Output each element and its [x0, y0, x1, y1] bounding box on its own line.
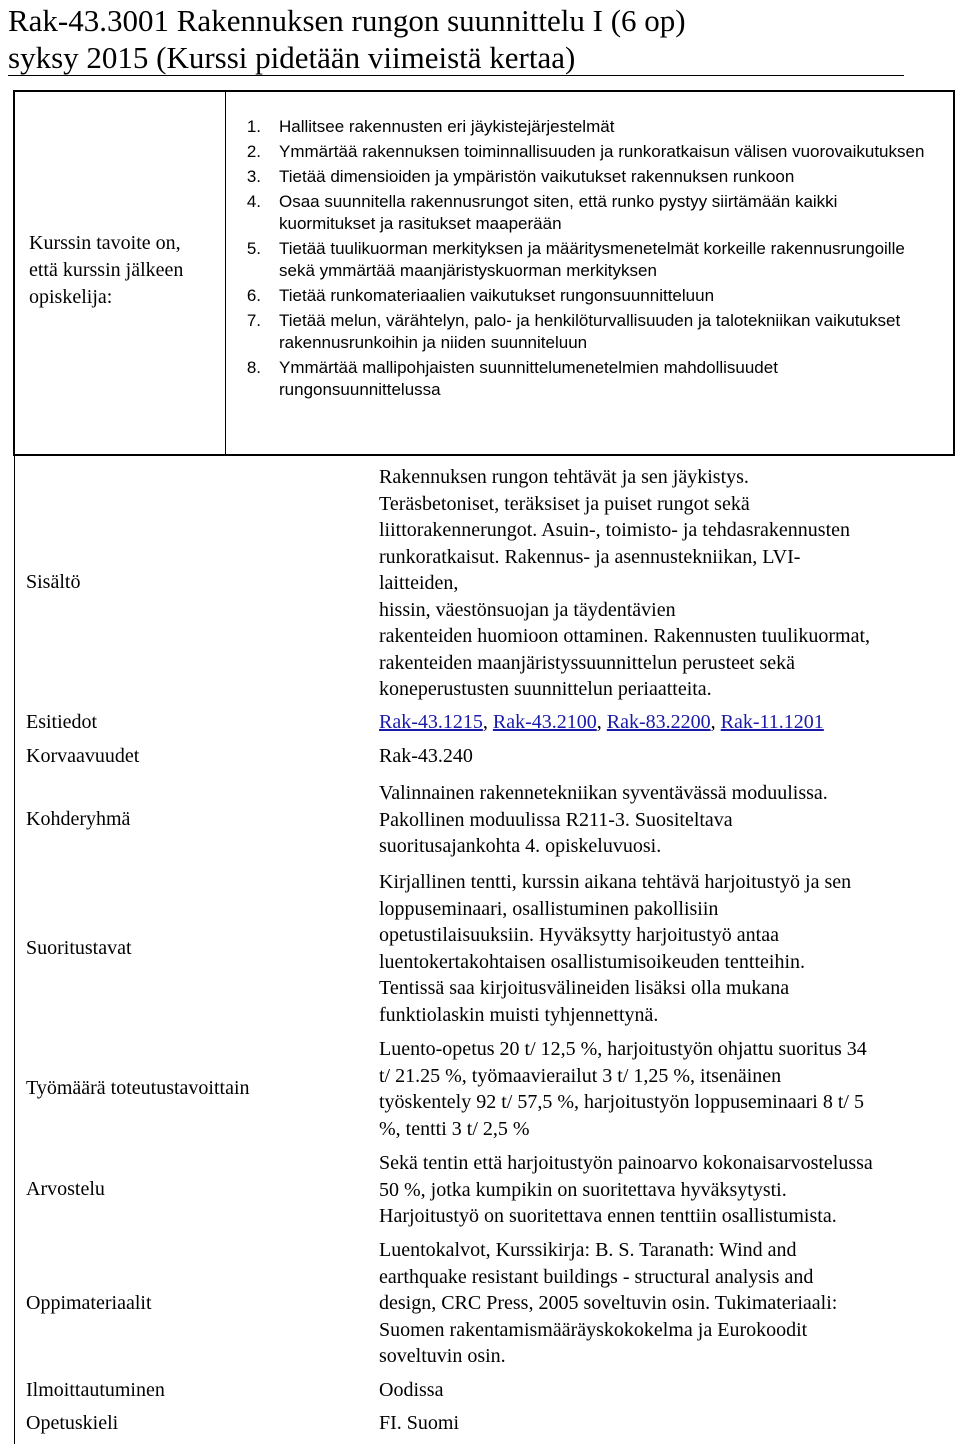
- title-divider: [8, 75, 904, 76]
- content-line: loppuseminaari, osallistuminen pakollisiin: [379, 897, 719, 920]
- content-line: liittorakennerungot. Asuin-, toimisto- ja tehdasrakennusten: [379, 519, 851, 541]
- goal-number: 8.: [246, 358, 261, 377]
- table-left-border: [14, 456, 15, 1444]
- content-line: rakenteiden maanjäristyssuunnittelun perusteet sekä: [379, 651, 795, 674]
- content-line: Suomen rakentamismääräyskokokelma ja Eurokoodit: [379, 1318, 808, 1341]
- row-content-arvostelu: [379, 1150, 959, 1230]
- prerequisite-link[interactable]: Rak-83.2200: [606, 711, 711, 733]
- goal-text: Tietää melun, värähtelyn, palo- ja henkilöturvallisuuden ja talotekniikan vaikutukset rakennusrunkoihin ja niiden suunniteluun: [279, 311, 901, 352]
- goals-box: [13, 90, 955, 456]
- row-label-tyomaara: Työmäärä toteutustavoittain: [26, 1077, 250, 1099]
- content-line: työskentely 92 t/ 57,5 %, harjoitustyön loppuseminaari 8 t/ 5: [379, 1091, 864, 1113]
- content-line: hissin, väestönsuojan ja täydentävien: [379, 598, 676, 621]
- title-line-2: syksy 2015 (Kurssi pidetään viimeistä kertaa): [8, 40, 576, 75]
- goals-label: Kurssin tavoite on, että kurssin jälkeen opiskelija:: [29, 232, 184, 308]
- page-title: [8, 2, 908, 76]
- content-line: koneperustusten suunnittelun periaatteita.: [379, 678, 712, 700]
- row-content-tyomaara: [379, 1036, 959, 1142]
- goal-text: Osaa suunnitella rakennusrungot siten, että runko pystyy siirtämään kaikki kuormitukset ja rasitukset maaperään: [279, 192, 838, 233]
- content-line: rakenteiden huomioon ottaminen. Rakennusten tuulikuormat,: [379, 625, 871, 647]
- goal-number: 6.: [246, 286, 261, 305]
- goals-column-divider: [225, 92, 226, 454]
- row-content-opetuskieli: FI. Suomi: [379, 1412, 460, 1434]
- row-label-korvaavuudet: Korvaavuudet: [26, 745, 140, 767]
- content-line: soveltuvin osin.: [379, 1345, 506, 1367]
- prerequisite-link[interactable]: Rak-11.1201: [720, 711, 824, 733]
- goal-number: 1.: [246, 117, 261, 136]
- content-line: Sekä tentin että harjoitustyön painoarvo kokonaisarvostelussa: [379, 1152, 873, 1174]
- content-line: runkoratkaisut. Rakennus- ja asennustekniikan, LVI-: [379, 545, 801, 568]
- link-separator: ,: [710, 711, 721, 733]
- goal-number: 2.: [246, 142, 261, 161]
- content-line: laitteiden,: [379, 572, 459, 594]
- goal-item: [231, 357, 931, 401]
- content-line: earthquake resistant buildings - structural analysis and: [379, 1265, 814, 1288]
- content-line: t/ 21.25 %, työmaavierailut 3 t/ 1,25 %, itsenäinen: [379, 1064, 782, 1087]
- content-line: Pakollinen moduulissa R211-3. Suositeltava: [379, 808, 733, 831]
- row-label-opetuskieli: Opetuskieli: [26, 1412, 119, 1434]
- goal-number: 5.: [246, 239, 261, 258]
- title-line-1: Rak-43.3001 Rakennuksen rungon suunnittelu I (6 op): [8, 3, 686, 38]
- goal-number: 3.: [246, 167, 261, 186]
- row-label-kohderyhma: Kohderyhmä: [26, 808, 131, 830]
- goal-item: [231, 141, 931, 163]
- link-separator: ,: [482, 711, 493, 733]
- goal-item: [231, 238, 931, 282]
- content-line: Kirjallinen tentti, kurssin aikana tehtävä harjoitustyö ja sen: [379, 871, 852, 893]
- row-label-sisalto: Sisältö: [26, 571, 81, 593]
- row-label-ilmoittautuminen: Ilmoittautuminen: [26, 1379, 165, 1401]
- goal-text: Tietää runkomateriaalien vaikutukset rungonsuunnitteluun: [279, 286, 715, 305]
- content-line: design, CRC Press, 2005 soveltuvin osin. Tukimateriaali:: [379, 1292, 838, 1314]
- content-line: %, tentti 3 t/ 2,5 %: [379, 1117, 530, 1140]
- link-separator: ,: [596, 711, 607, 733]
- goals-list: [231, 116, 931, 404]
- content-line: Tentissä saa kirjoitusvälineiden lisäksi olla mukana: [379, 977, 790, 999]
- row-label-suoritustavat: Suoritustavat: [26, 937, 132, 959]
- goal-text: Ymmärtää rakennuksen toiminnallisuuden ja runkoratkaisun välisen vuorovaikutuksen: [279, 142, 925, 161]
- prerequisite-link[interactable]: Rak-43.2100: [492, 711, 597, 733]
- row-content-ilmoittautuminen: Oodissa: [379, 1379, 444, 1401]
- row-content-esitiedot: [379, 709, 959, 736]
- content-line: 50 %, jotka kumpikin on suoritettava hyväksytysti.: [379, 1178, 787, 1201]
- goal-item: [231, 116, 931, 138]
- row-label-arvostelu: Arvostelu: [26, 1178, 105, 1200]
- row-content-oppimateriaalit: [379, 1237, 959, 1370]
- goal-text: Tietää dimensioiden ja ympäristön vaikutukset rakennuksen runkoon: [279, 167, 795, 186]
- goal-text: Hallitsee rakennusten eri jäykistejärjestelmät: [279, 117, 615, 136]
- content-line: Teräsbetoniset, teräksiset ja puiset rungot sekä: [379, 492, 750, 515]
- row-content-kohderyhma: [379, 780, 959, 860]
- content-line: luentokertakohtaisen osallistumisoikeuden tentteihin.: [379, 950, 806, 973]
- goal-text: Ymmärtää mallipohjaisten suunnittelumenetelmien mahdollisuudet rungonsuunnittelussa: [279, 358, 778, 399]
- content-line: Luento-opetus 20 t/ 12,5 %, harjoitustyön ohjattu suoritus 34: [379, 1038, 867, 1060]
- row-content-suoritustavat: [379, 869, 959, 1028]
- goal-text: Tietää tuulikuorman merkityksen ja määritysmenetelmät korkeille rakennusrungoille sekä ymmärtää maanjäristyskuorman merkityksen: [279, 239, 905, 280]
- goal-item: [231, 310, 931, 354]
- goal-number: 4.: [246, 192, 261, 211]
- goal-number: 7.: [246, 311, 261, 330]
- content-line: Harjoitustyö on suoritettava ennen tenttiin osallistumista.: [379, 1205, 837, 1227]
- row-content-sisalto: [379, 464, 959, 703]
- goal-item: [231, 285, 931, 307]
- content-line: opetustilaisuuksiin. Hyväksytty harjoitustyö antaa: [379, 924, 779, 946]
- content-line: Valinnainen rakennetekniikan syventävässä moduulissa.: [379, 782, 828, 804]
- goal-item: [231, 166, 931, 188]
- content-line: suoritusajankohta 4. opiskeluvuosi.: [379, 835, 662, 857]
- row-content-korvaavuudet: Rak-43.240: [379, 745, 473, 767]
- row-label-oppimateriaalit: Oppimateriaalit: [26, 1292, 152, 1314]
- prerequisite-link[interactable]: Rak-43.1215: [379, 711, 483, 733]
- content-line: Luentokalvot, Kurssikirja: B. S. Taranath: Wind and: [379, 1239, 797, 1261]
- content-line: Rakennuksen rungon tehtävät ja sen jäykistys.: [379, 466, 749, 488]
- content-line: funktiolaskin muisti tyhjennettynä.: [379, 1003, 659, 1026]
- row-label-esitiedot: Esitiedot: [26, 711, 98, 733]
- goal-item: [231, 191, 931, 235]
